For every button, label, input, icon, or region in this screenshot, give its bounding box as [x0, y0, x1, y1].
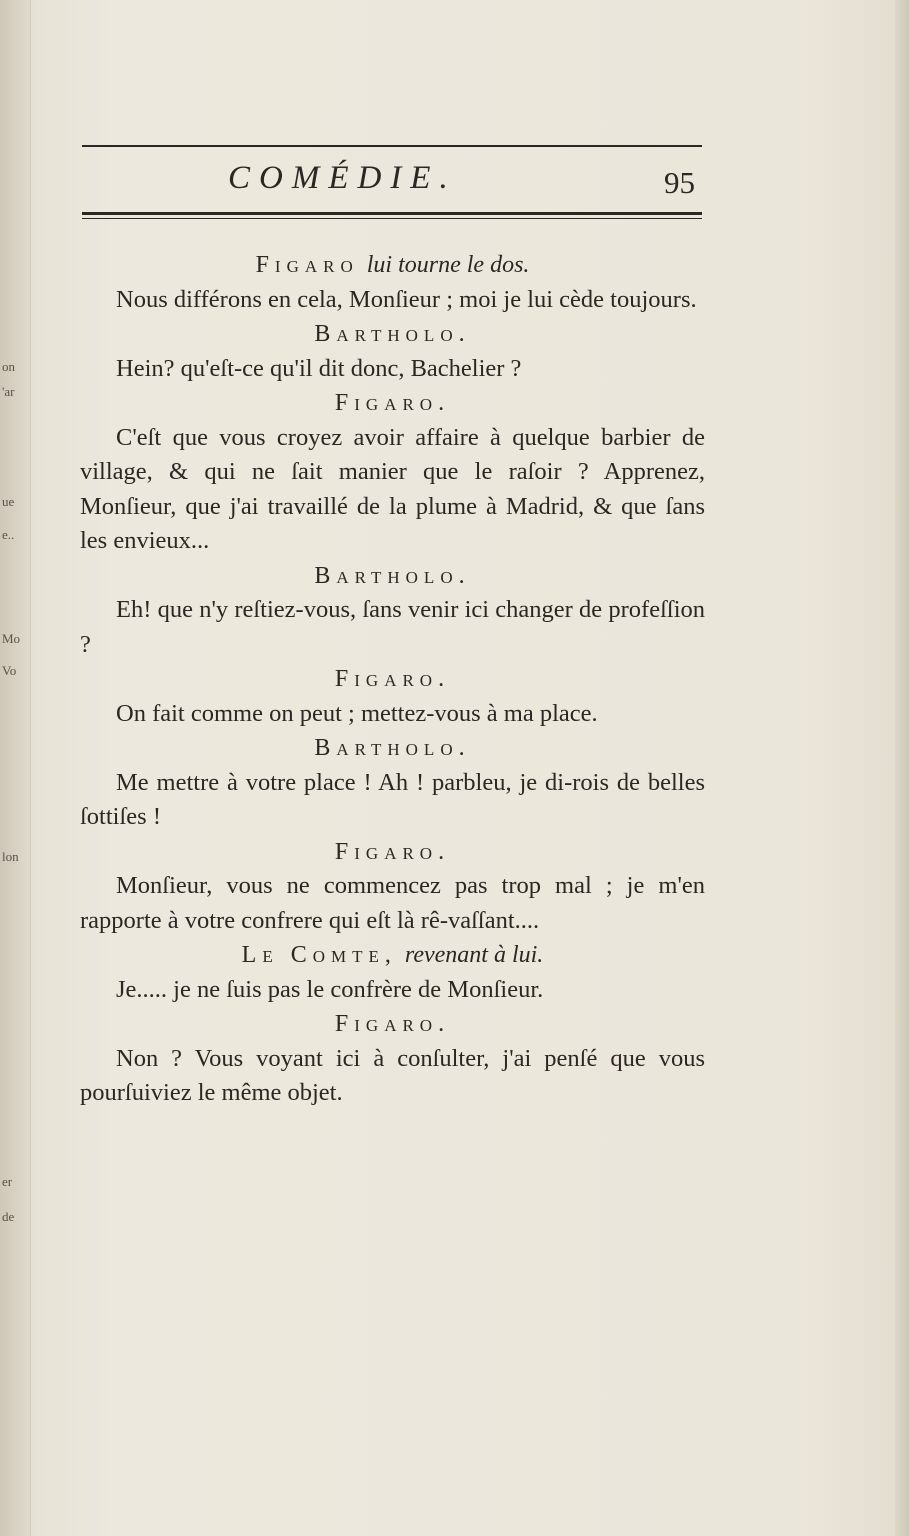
margin-fragment: ue [2, 494, 15, 509]
dialogue-line: On fait comme on peut ; mettez-vous à ma place. [116, 699, 598, 727]
stage-direction: lui tourne le dos. [366, 252, 530, 278]
header-rule-top [82, 145, 702, 151]
speaker-label: Le Comte, [241, 942, 397, 968]
speaker-label: Figaro [255, 252, 359, 278]
speaker-name: Bartholo. [314, 735, 471, 761]
dialogue-line: Non ? Vous voyant ici à conſulter, j'ai penſé que vous pourſuiviez le même objet. [80, 1044, 705, 1106]
speaker-name: Bartholo. [314, 562, 471, 589]
dialogue-line: Hein? qu'eſt-ce qu'il dit donc, Bachelier ? [116, 354, 522, 382]
page-number: 95 [664, 165, 695, 200]
speaker-name: Figaro. [334, 666, 451, 692]
speaker-name: Figaro. [334, 1011, 451, 1037]
dialogue-line: Nous différons en cela, Monſieur ; moi je lui cède toujours. [116, 285, 697, 313]
margin-fragment: e.. [2, 527, 15, 542]
margin-fragment: lon [2, 849, 19, 864]
speaker-name [80, 938, 705, 973]
margin-fragment: 'ar [2, 384, 15, 399]
dialogue-line: Je..... je ne ſuis pas le confrère de Monſieur. [116, 975, 544, 1003]
adjacent-page-margin [0, 0, 31, 1536]
dialogue-line: C'eſt que vous croyez avoir affaire à quelque barbier de village, & qui ne ſait manier que le raſoir ? Apprenez, Monſieur, que j'ai travaillé de la plume à Madrid, & que ſans les envieux... [80, 423, 705, 554]
header-rule-bottom [82, 212, 702, 219]
margin-fragment: on [2, 359, 15, 374]
speaker-name: Bartholo. [314, 321, 471, 347]
margin-fragment: Vo [2, 663, 17, 678]
dialogue-line: Eh! que n'y reſtiez-vous, ſans venir ici changer de profeſſion ? [80, 596, 705, 658]
running-title: COMÉDIE. [228, 160, 457, 196]
margin-fragment: de [2, 1209, 15, 1224]
page-edge [895, 0, 909, 1536]
dialogue-line: Monſieur, vous ne commencez pas trop mal ; je m'en rapporte à votre confrere qui eſt là rê-vaſſant.... [80, 872, 705, 934]
dialogue-line: Me mettre à votre place ! Ah ! parbleu, je di-rois de belles ſottiſes ! [80, 768, 705, 830]
margin-fragment: er [2, 1174, 13, 1189]
stage-direction: revenant à lui. [404, 942, 544, 968]
dialogue-text [80, 248, 705, 1111]
speaker-name: Figaro. [334, 838, 451, 865]
speaker-name [80, 248, 705, 283]
margin-fragment: Mo [2, 631, 21, 646]
speaker-name: Figaro. [334, 390, 451, 416]
